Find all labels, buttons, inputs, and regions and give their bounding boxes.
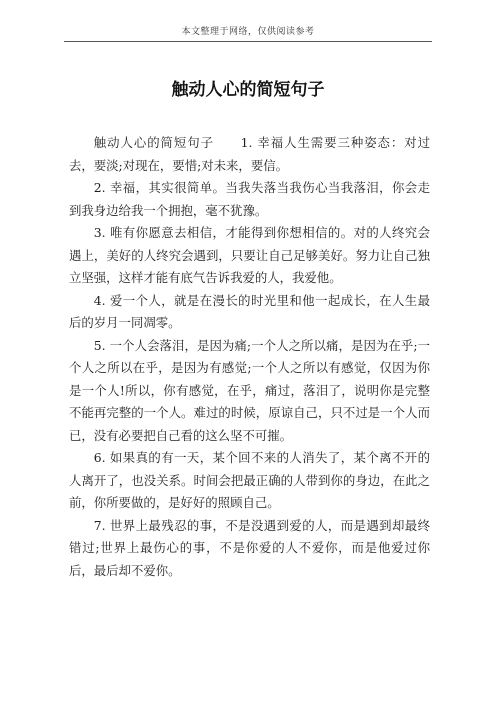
paragraph-5: 5. 一个人会落泪，是因为痛;一个人之所以痛，是因为在乎;一个人之所以在乎，是因为有感觉;一个人之所以有感觉，仅因为你是一个人!所以，你有感觉，在乎，痛过，落泪了，说明你是完整不能再完整的一个人。难过的时候，原谅自己，只不过是一个人而已，没有必要把自己看的这么坚不可摧。 — [69, 337, 430, 443]
paragraph-1: 触动人心的简短句子 1. 幸福人生需要三种姿态：对过去，要淡;对现在，要惜;对未来，要信。 — [69, 135, 430, 173]
paragraph-4: 4. 爱一个人，就是在漫长的时光里和他一起成长，在人生最后的岁月一同凋零。 — [69, 292, 430, 330]
document-body — [69, 132, 430, 582]
header-divider — [64, 41, 432, 42]
paragraph-6: 6. 如果真的有一天，某个回不来的人消失了，某个离不开的人离开了，也没关系。时间会把最正确的人带到你的身边，在此之前，你所要做的，是好好的照顾自己。 — [69, 450, 430, 510]
header-note: 本文整理于网络，仅供阅读参考 — [181, 27, 315, 37]
paragraph-3: 3. 唯有你愿意去相信，才能得到你想相信的。对的人终究会遇上，美好的人终究会遇到，只要让自己足够美好。努力让自己独立坚强，这样才能有底气告诉我爱的人，我爱他。 — [69, 225, 430, 285]
paragraph-2: 2. 幸福，其实很简单。当我失落当我伤心当我落泪，你会走到我身边给我一个拥抱，毫不犹豫。 — [69, 180, 430, 218]
document-title: 触动人心的简短句子 — [171, 80, 325, 100]
paragraph-7: 7. 世界上最残忍的事，不是没遇到爱的人，而是遇到却最终错过;世界上最伤心的事，不是你爱的人不爱你，而是他爱过你后，最后却不爱你。 — [69, 517, 430, 578]
